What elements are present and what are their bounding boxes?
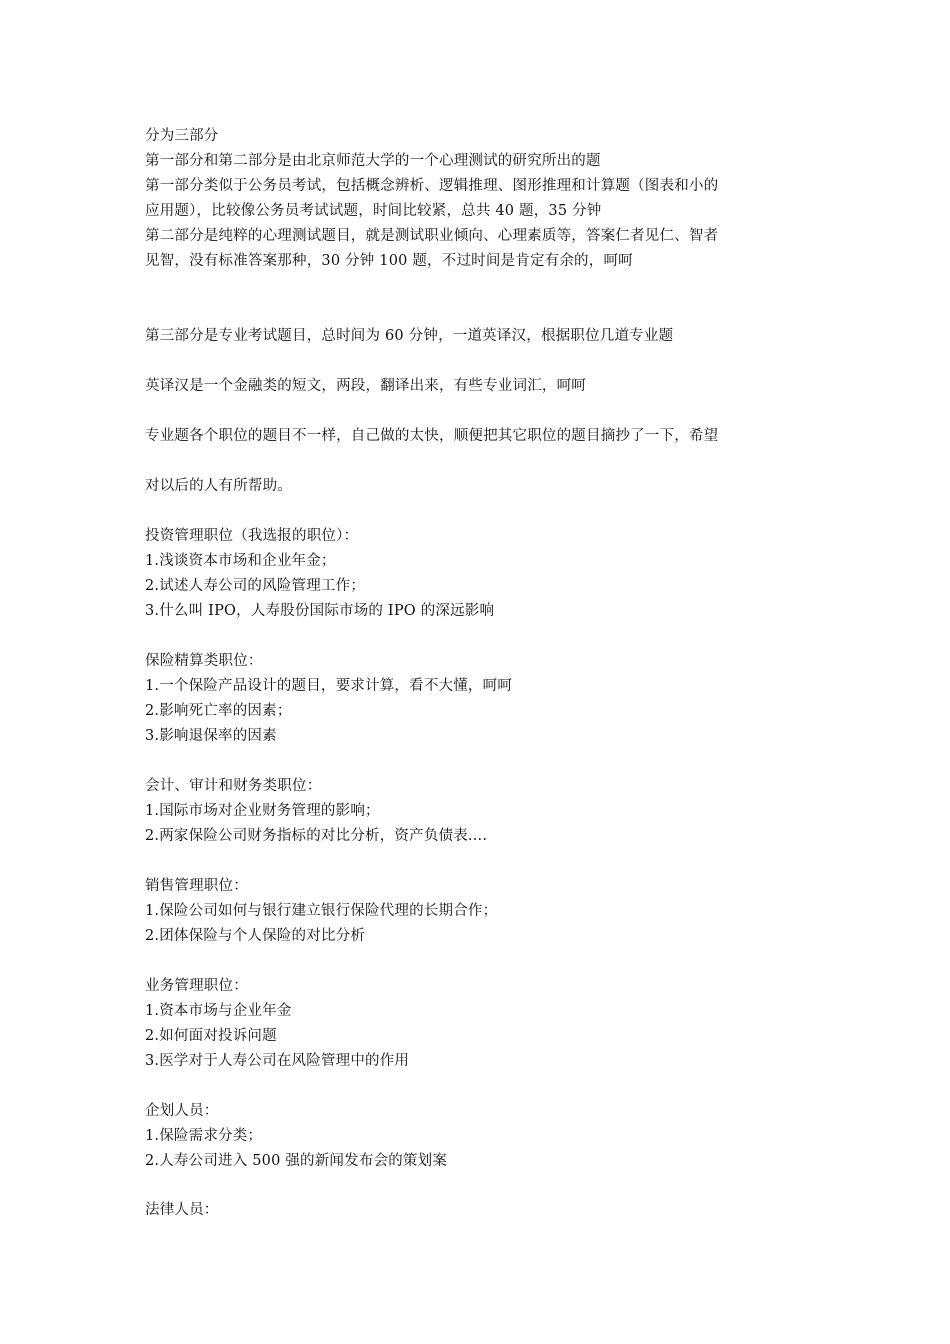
intro-line-2: 第一部分和第二部分是由北京师范大学的一个心理测试的研究所出的题 (145, 153, 601, 169)
list-item: 3.什么叫 IPO，人寿股份国际市场的 IPO 的深远影响 (145, 603, 495, 619)
intro-line-1: 分为三部分 (145, 128, 219, 144)
list-item: 1.一个保险产品设计的题目，要求计算，看不大懂，呵呵 (145, 678, 513, 694)
list-item: 2.两家保险公司财务指标的对比分析，资产负债表.... (145, 828, 488, 844)
section-title-accounting: 会计、审计和财务类职位： (145, 778, 322, 794)
list-item: 3.医学对于人寿公司在风险管理中的作用 (145, 1053, 410, 1069)
part3-line-1: 第三部分是专业考试题目，总时间为 60 分钟，一道英译汉，根据职位几道专业题 (145, 328, 674, 344)
list-item: 1.资本市场与企业年金 (145, 1003, 292, 1019)
section-title-invest: 投资管理职位（我选报的职位）： (145, 528, 359, 544)
section-title-business: 业务管理职位： (145, 978, 248, 994)
list-item: 1.保险公司如何与银行建立银行保险代理的长期合作； (145, 903, 498, 919)
list-item: 1.国际市场对企业财务管理的影响； (145, 803, 380, 819)
list-item: 1.保险需求分类； (145, 1128, 263, 1144)
intro-line-3: 第一部分类似于公务员考试，包括概念辨析、逻辑推理、图形推理和计算题（图表和小的 (145, 178, 719, 194)
section-title-planning: 企划人员： (145, 1103, 219, 1119)
section-title-sales: 销售管理职位： (145, 878, 248, 894)
intro-line-5: 第二部分是纯粹的心理测试题目，就是测试职业倾向、心理素质等，答案仁者见仁、智者 (145, 228, 719, 244)
intro-line-6: 见智，没有标准答案那种，30 分钟 100 题，不过时间是肯定有余的，呵呵 (145, 253, 633, 269)
list-item: 2.团体保险与个人保险的对比分析 (145, 928, 366, 944)
list-item: 3.影响退保率的因素 (145, 728, 277, 744)
list-item: 2.如何面对投诉问题 (145, 1028, 277, 1044)
part3-line-3: 专业题各个职位的题目不一样，自己做的太快，顺便把其它职位的题目摘抄了一下，希望 (145, 428, 719, 444)
list-item: 2.影响死亡率的因素； (145, 703, 292, 719)
list-item: 2.人寿公司进入 500 强的新闻发布会的策划案 (145, 1153, 448, 1169)
part3-line-2: 英译汉是一个金融类的短文，两段，翻译出来，有些专业词汇，呵呵 (145, 378, 586, 394)
part3-line-4: 对以后的人有所帮助。 (145, 478, 292, 494)
intro-line-4: 应用题），比较像公务员考试试题，时间比较紧，总共 40 题，35 分钟 (145, 203, 602, 219)
section-title-legal: 法律人员： (145, 1202, 219, 1218)
section-title-actuary: 保险精算类职位： (145, 653, 263, 669)
list-item: 2.试述人寿公司的风险管理工作； (145, 578, 366, 594)
list-item: 1.浅谈资本市场和企业年金； (145, 553, 336, 569)
